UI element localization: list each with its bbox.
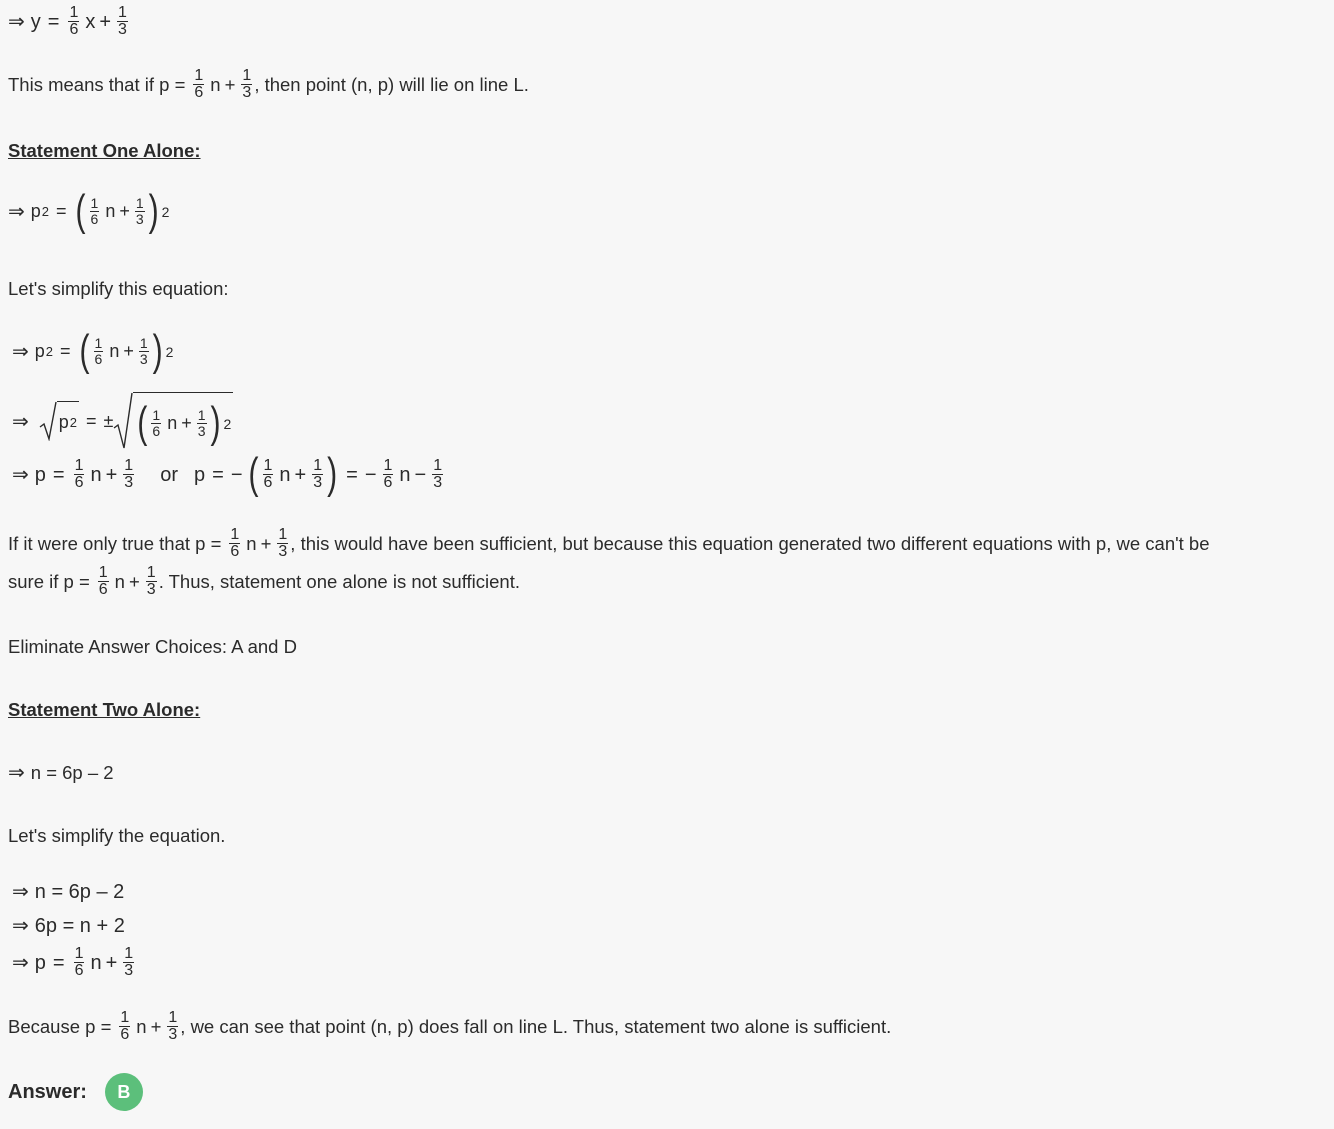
var-p: p <box>34 463 46 486</box>
denominator: 6 <box>98 581 108 598</box>
var-n: n <box>136 1015 147 1037</box>
simplify-instruction-two: Let's simplify the equation. <box>8 825 226 846</box>
numerator: 1 <box>118 4 127 21</box>
implies-arrow: ⇒ <box>12 951 29 974</box>
simplify-instruction: Let's simplify this equation: <box>8 278 229 299</box>
numerator: 1 <box>69 4 79 21</box>
fraction-one-sixth <box>119 1010 130 1043</box>
var-n: n <box>167 413 178 433</box>
statement-two-heading: Statement Two Alone: <box>8 699 201 720</box>
var-n: n <box>279 463 291 486</box>
plus: + <box>105 463 118 486</box>
numerator: 1 <box>74 945 84 962</box>
var-p: p <box>58 412 69 432</box>
fraction-one-third <box>123 458 134 491</box>
var-x: x <box>85 10 96 33</box>
plus: + <box>99 10 112 33</box>
fraction-one-third <box>117 5 128 38</box>
numerator: 1 <box>152 407 161 423</box>
numerator: 1 <box>94 335 103 351</box>
plus: + <box>119 201 130 221</box>
exponent-two: 2 <box>223 415 232 432</box>
fraction-one-sixth <box>74 458 85 491</box>
numerator: 1 <box>383 457 393 474</box>
equation-step2-c <box>12 946 136 979</box>
minus: − <box>230 463 243 486</box>
fraction-one-sixth <box>94 336 104 367</box>
text-after: . Thus, statement one alone is not sufficient. <box>158 570 520 592</box>
implies-arrow: ⇒ <box>12 881 29 903</box>
equation-step-sqrt <box>12 392 233 450</box>
var-n: n <box>399 463 411 486</box>
answer-badge[interactable]: B <box>105 1073 143 1111</box>
exponent-two: 2 <box>45 344 54 359</box>
equals: = <box>52 951 65 974</box>
numerator: 1 <box>98 564 108 581</box>
exponent-two: 2 <box>165 343 174 360</box>
statement-one-heading: Statement One Alone: <box>8 140 201 161</box>
fraction-one-sixth <box>229 527 240 560</box>
denominator: 6 <box>74 962 84 979</box>
numerator: 1 <box>263 457 273 474</box>
numerator: 1 <box>139 335 148 351</box>
denominator: 3 <box>124 962 134 979</box>
paragraph-analysis-line1 <box>8 527 1210 560</box>
denominator: 3 <box>168 1026 178 1043</box>
var-n: n <box>105 201 116 221</box>
var-n: n <box>109 341 120 361</box>
equation-statement-two <box>8 762 114 784</box>
var-n: n <box>90 463 102 486</box>
paragraph-line-condition <box>8 68 529 101</box>
equals: = <box>86 410 97 431</box>
denominator: 6 <box>194 84 204 101</box>
fraction-one-third <box>146 565 157 598</box>
numerator: 1 <box>168 1009 178 1026</box>
fraction-one-third <box>241 68 252 101</box>
denominator: 6 <box>383 474 393 491</box>
var-p: p <box>34 951 46 974</box>
numerator: 1 <box>124 945 134 962</box>
fraction-one-sixth <box>90 196 100 227</box>
fraction-one-third <box>277 527 288 560</box>
var-n: n <box>114 570 125 592</box>
fraction-one-third <box>432 458 443 491</box>
text-after: , this would have been sufficient, but because this equation generated two different equations with p, we can't be <box>290 532 1210 554</box>
plus-minus: ± <box>103 410 114 431</box>
implies-arrow: ⇒ <box>12 341 29 363</box>
paragraph-conclusion <box>8 1010 891 1043</box>
implies-arrow: ⇒ <box>12 915 29 937</box>
numerator: 1 <box>197 407 206 423</box>
sqrt-p-squared <box>39 401 79 441</box>
implies-arrow: ⇒ <box>8 10 25 33</box>
denominator: 6 <box>263 474 273 491</box>
fraction-one-sixth <box>383 458 394 491</box>
implies-arrow: ⇒ <box>8 762 25 784</box>
plus: + <box>224 73 236 95</box>
right-paren: ) <box>210 398 221 447</box>
numerator: 1 <box>313 457 323 474</box>
plus: + <box>150 1015 162 1037</box>
equation-step2-b <box>12 914 125 938</box>
var-n: n <box>90 951 102 974</box>
equation-text: n = 6p – 2 <box>30 762 114 783</box>
numerator: 1 <box>120 1009 130 1026</box>
denominator: 6 <box>94 351 103 367</box>
plus: + <box>181 413 192 433</box>
exponent-two: 2 <box>41 204 50 219</box>
fraction-one-sixth <box>74 946 85 979</box>
denominator: 3 <box>124 474 134 491</box>
equation-step-solutions <box>12 449 445 498</box>
denominator: 6 <box>152 423 161 439</box>
equation-y-line <box>8 5 130 38</box>
numerator: 1 <box>74 457 84 474</box>
numerator: 1 <box>194 67 204 84</box>
denominator: 3 <box>433 474 443 491</box>
text-before: This means that if p = <box>8 73 186 95</box>
denominator: 6 <box>120 1026 130 1043</box>
numerator: 1 <box>433 457 443 474</box>
numerator: 1 <box>242 67 252 84</box>
fraction-one-third <box>312 458 323 491</box>
var-p: p <box>30 201 41 221</box>
eliminate-choices: Eliminate Answer Choices: A and D <box>8 636 297 657</box>
answer-row <box>8 1073 143 1111</box>
exponent-two: 2 <box>69 415 78 430</box>
right-paren: ) <box>148 186 159 235</box>
equals: = <box>47 10 60 33</box>
denominator: 3 <box>242 84 252 101</box>
denominator: 3 <box>313 474 323 491</box>
var-p: p <box>194 463 206 486</box>
denominator: 6 <box>74 474 84 491</box>
var-p: p <box>34 341 45 361</box>
var-n: n <box>246 532 257 554</box>
plus: + <box>105 951 118 974</box>
numerator: 1 <box>146 564 156 581</box>
radical-sign <box>113 392 133 450</box>
plus: + <box>123 341 134 361</box>
text-after: , then point (n, p) will lie on line L. <box>254 73 529 95</box>
denominator: 3 <box>197 423 206 439</box>
fraction-one-sixth <box>151 408 161 439</box>
numerator: 1 <box>278 526 288 543</box>
denominator: 3 <box>139 351 148 367</box>
sqrt-expression <box>113 392 233 450</box>
equals: = <box>346 463 358 486</box>
equals: = <box>212 463 224 486</box>
denominator: 6 <box>230 543 240 560</box>
fraction-one-sixth <box>193 68 204 101</box>
equals: = <box>60 341 71 361</box>
text-before: sure if p = <box>8 570 90 592</box>
left-paren: ( <box>75 186 86 235</box>
minus: − <box>414 463 427 486</box>
denominator: 3 <box>135 211 144 227</box>
equation-text: 6p = n + 2 <box>34 915 125 937</box>
numerator: 1 <box>124 457 134 474</box>
left-paren: ( <box>79 326 90 375</box>
implies-arrow: ⇒ <box>12 410 29 433</box>
equals: = <box>56 201 67 221</box>
minus: − <box>364 463 377 486</box>
equation-text: n = 6p – 2 <box>34 881 125 903</box>
right-paren: ) <box>152 326 163 375</box>
equation-step-square <box>12 326 174 375</box>
or-text: or <box>160 463 178 486</box>
fraction-one-third <box>197 408 207 439</box>
plus: + <box>128 570 140 592</box>
paragraph-analysis-line2 <box>8 565 520 598</box>
plus: + <box>294 463 307 486</box>
text-after: , we can see that point (n, p) does fall on line L. Thus, statement two alone is sufficient. <box>180 1015 892 1037</box>
fraction-one-third <box>123 946 134 979</box>
right-paren: ) <box>327 449 338 498</box>
text-before: Because p = <box>8 1015 112 1037</box>
left-paren: ( <box>248 449 259 498</box>
fraction-one-sixth <box>98 565 109 598</box>
implies-arrow: ⇒ <box>12 463 29 486</box>
fraction-one-third <box>167 1010 178 1043</box>
equals: = <box>52 463 65 486</box>
equation-statement-one <box>8 186 170 235</box>
radical-sign <box>39 401 57 441</box>
plus: + <box>260 532 272 554</box>
denominator: 6 <box>69 21 79 38</box>
implies-arrow: ⇒ <box>8 201 25 223</box>
var-y: y <box>30 10 41 33</box>
denominator: 6 <box>90 211 99 227</box>
numerator: 1 <box>135 195 144 211</box>
denominator: 3 <box>146 581 156 598</box>
numerator: 1 <box>230 526 240 543</box>
exponent-two: 2 <box>161 203 170 220</box>
fraction-one-third <box>135 196 145 227</box>
var-n: n <box>210 73 221 95</box>
fraction-one-sixth <box>68 5 79 38</box>
text-before: If it were only true that p = <box>8 532 222 554</box>
denominator: 3 <box>118 21 127 38</box>
left-paren: ( <box>137 398 148 447</box>
equation-step2-a <box>12 880 124 904</box>
fraction-one-sixth <box>263 458 274 491</box>
denominator: 3 <box>278 543 288 560</box>
numerator: 1 <box>90 195 99 211</box>
answer-label: Answer: <box>8 1080 87 1103</box>
fraction-one-third <box>139 336 149 367</box>
